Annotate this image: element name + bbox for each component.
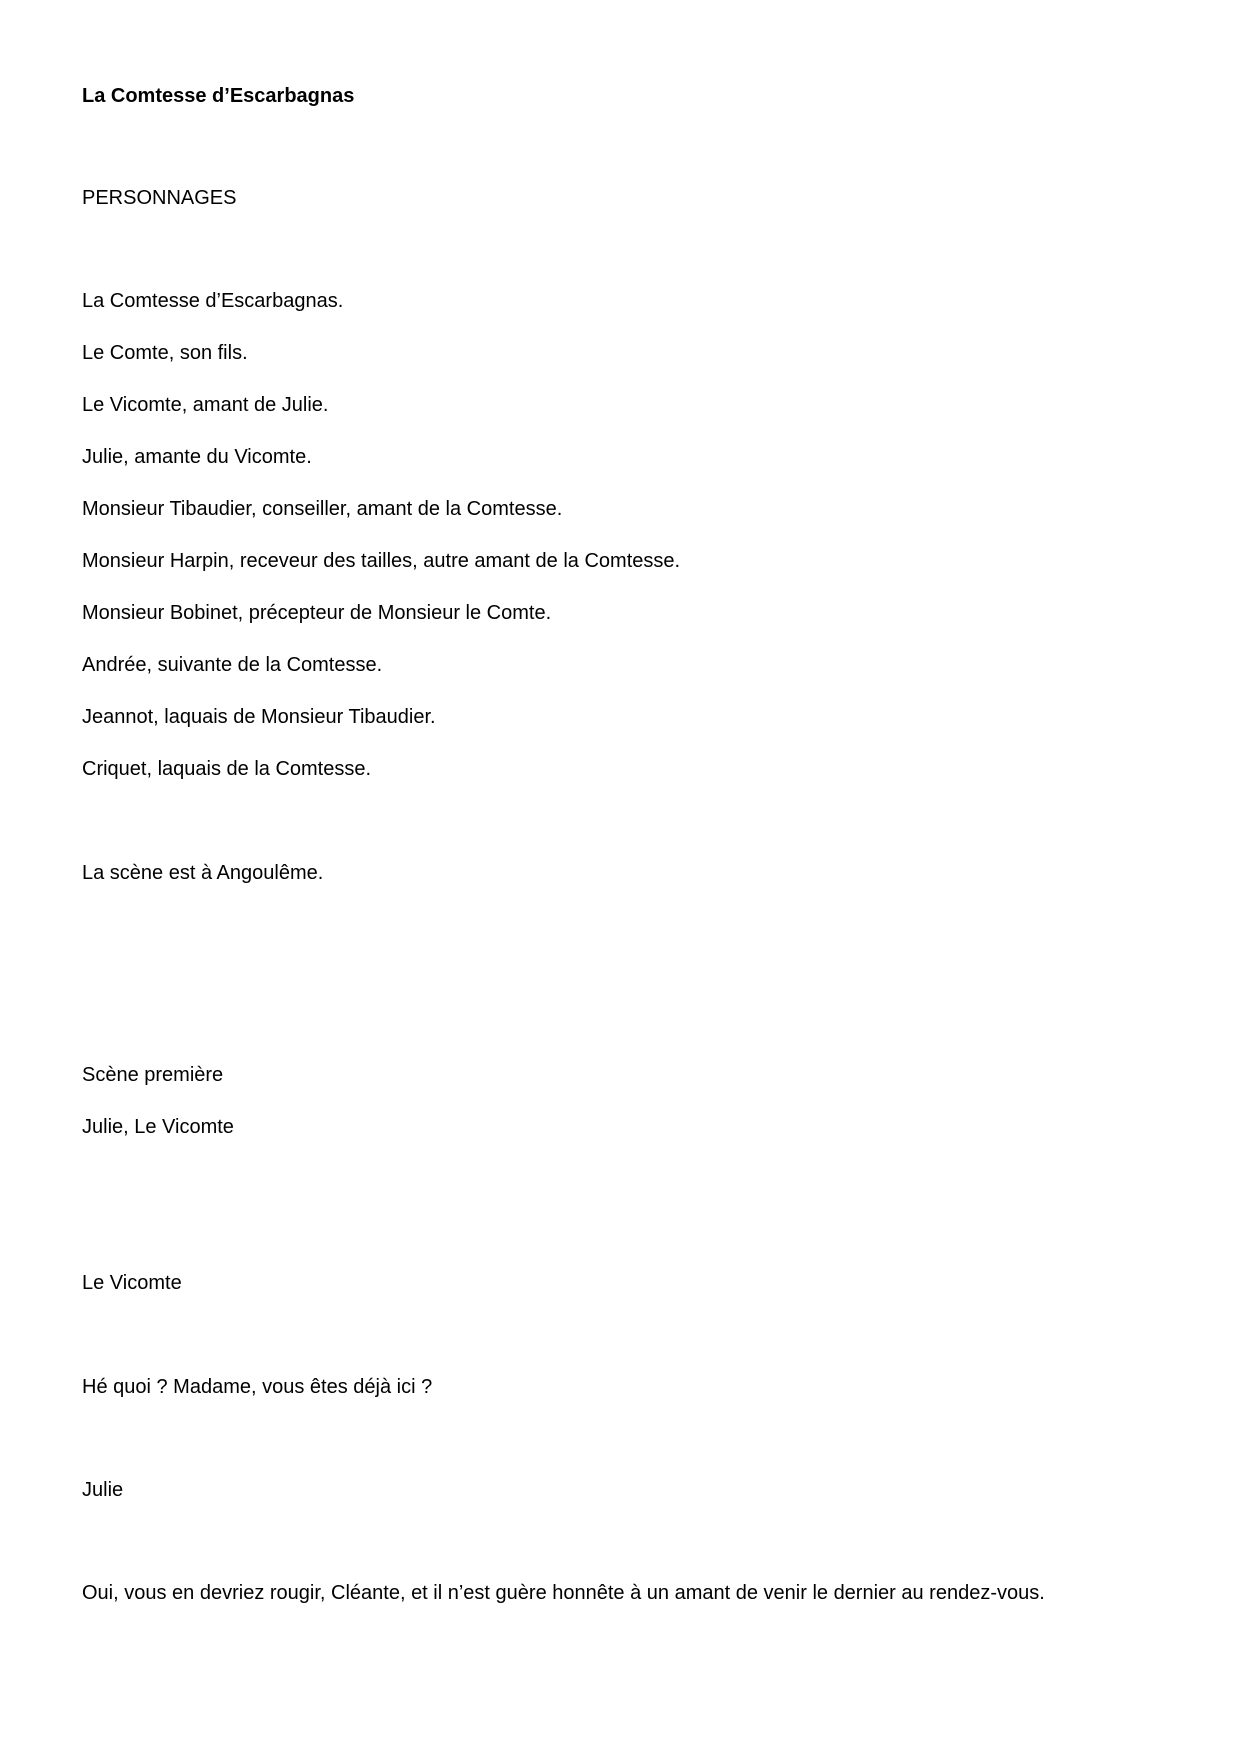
character-entry: Andrée, suivante de la Comtesse. <box>82 654 383 676</box>
dialogue-speaker: Julie <box>82 1479 124 1501</box>
character-entry: Le Vicomte, amant de Julie. <box>82 394 329 416</box>
character-entry: Julie, amante du Vicomte. <box>82 446 312 468</box>
scene-title: Scène première <box>82 1064 224 1086</box>
document-title: La Comtesse d’Escarbagnas <box>82 85 355 107</box>
character-entry: Le Comte, son fils. <box>82 342 248 364</box>
characters-heading: PERSONNAGES <box>82 187 237 209</box>
setting-note: La scène est à Angoulême. <box>82 862 324 884</box>
character-entry: Monsieur Bobinet, précepteur de Monsieur le Comte. <box>82 602 552 624</box>
dialogue-speaker: Le Vicomte <box>82 1272 182 1294</box>
character-entry: Monsieur Harpin, receveur des tailles, autre amant de la Comtesse. <box>82 550 681 572</box>
dialogue-line: Hé quoi ? Madame, vous êtes déjà ici ? <box>82 1376 433 1398</box>
character-entry: Jeannot, laquais de Monsieur Tibaudier. <box>82 706 436 728</box>
dialogue-line: Oui, vous en devriez rougir, Cléante, et il n’est guère honnête à un amant de venir le dernier au rendez-vous. <box>82 1582 1045 1604</box>
character-entry: Criquet, laquais de la Comtesse. <box>82 758 372 780</box>
scene-characters: Julie, Le Vicomte <box>82 1116 234 1138</box>
character-entry: La Comtesse d’Escarbagnas. <box>82 290 344 312</box>
character-entry: Monsieur Tibaudier, conseiller, amant de la Comtesse. <box>82 498 563 520</box>
